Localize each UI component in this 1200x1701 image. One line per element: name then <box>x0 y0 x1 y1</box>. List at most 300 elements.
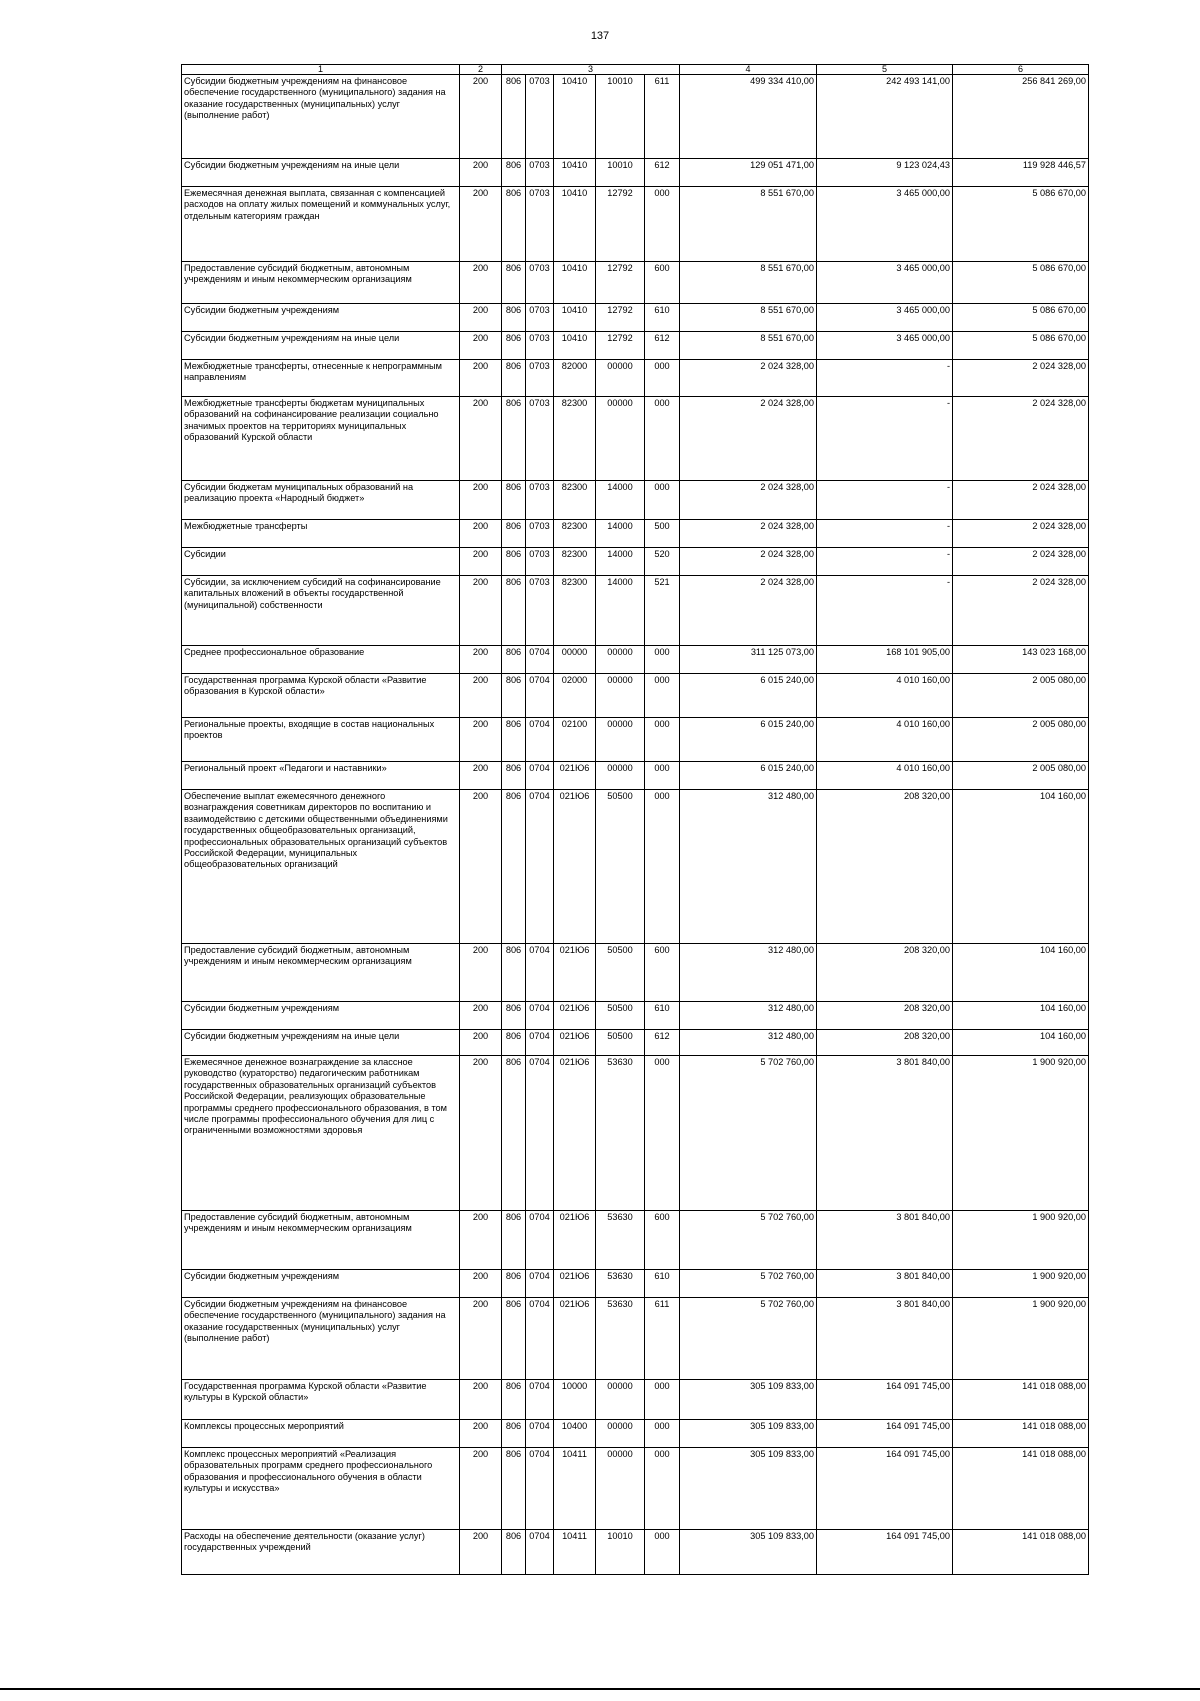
row-amount-5: 3 801 840,00 <box>817 1298 953 1380</box>
row-direction-code: 53630 <box>596 1270 645 1298</box>
row-amount-4: 2 024 328,00 <box>680 520 817 548</box>
row-section-code: 0704 <box>526 790 554 944</box>
row-amount-4: 5 702 760,00 <box>680 1056 817 1211</box>
row-amount-4: 2 024 328,00 <box>680 481 817 520</box>
row-ved-code: 806 <box>502 481 526 520</box>
row-amount-6: 2 024 328,00 <box>953 520 1089 548</box>
row-ved-code: 806 <box>502 1298 526 1380</box>
row-section-code: 0704 <box>526 646 554 674</box>
row-target-code: 021Ю6 <box>554 1002 596 1030</box>
row-name: Субсидии бюджетным учреждениям <box>182 304 460 332</box>
row-ved-code: 806 <box>502 1380 526 1420</box>
row-col2: 200 <box>460 520 502 548</box>
row-col2: 200 <box>460 187 502 262</box>
row-amount-4: 5 702 760,00 <box>680 1298 817 1380</box>
row-direction-code: 50500 <box>596 1002 645 1030</box>
row-amount-5: 164 091 745,00 <box>817 1530 953 1575</box>
row-amount-5: - <box>817 397 953 481</box>
row-direction-code: 12792 <box>596 332 645 360</box>
row-section-code: 0703 <box>526 576 554 646</box>
table-row <box>182 332 1089 360</box>
row-name: Субсидии бюджетным учреждениям на финансовое обеспечение государственного (муниципального) задания на оказание государственных (муниципальных) услуг (выполнение работ) <box>182 1298 460 1380</box>
table-row <box>182 1420 1089 1448</box>
row-ved-code: 806 <box>502 1211 526 1270</box>
row-ved-code: 806 <box>502 1270 526 1298</box>
row-target-code: 10410 <box>554 332 596 360</box>
row-amount-4: 312 480,00 <box>680 944 817 1002</box>
row-col2: 200 <box>460 646 502 674</box>
row-ved-code: 806 <box>502 790 526 944</box>
row-amount-6: 1 900 920,00 <box>953 1211 1089 1270</box>
row-section-code: 0703 <box>526 548 554 576</box>
table-row <box>182 187 1089 262</box>
row-amount-5: 3 465 000,00 <box>817 187 953 262</box>
row-expense-type: 000 <box>645 360 680 397</box>
row-ved-code: 806 <box>502 944 526 1002</box>
row-col2: 200 <box>460 576 502 646</box>
row-direction-code: 00000 <box>596 646 645 674</box>
row-target-code: 82300 <box>554 481 596 520</box>
row-amount-6: 2 024 328,00 <box>953 576 1089 646</box>
row-target-code: 82300 <box>554 576 596 646</box>
row-amount-5: 4 010 160,00 <box>817 718 953 762</box>
row-target-code: 82300 <box>554 548 596 576</box>
row-amount-4: 8 551 670,00 <box>680 304 817 332</box>
row-col2: 200 <box>460 1380 502 1420</box>
row-section-code: 0704 <box>526 1002 554 1030</box>
row-section-code: 0703 <box>526 481 554 520</box>
row-direction-code: 53630 <box>596 1056 645 1211</box>
table-row <box>182 1270 1089 1298</box>
row-col2: 200 <box>460 481 502 520</box>
row-target-code: 021Ю6 <box>554 762 596 790</box>
table-row <box>182 304 1089 332</box>
row-col2: 200 <box>460 1270 502 1298</box>
row-expense-type: 611 <box>645 75 680 159</box>
row-direction-code: 50500 <box>596 1030 645 1056</box>
row-expense-type: 000 <box>645 674 680 718</box>
row-ved-code: 806 <box>502 360 526 397</box>
row-target-code: 021Ю6 <box>554 1298 596 1380</box>
row-amount-5: 208 320,00 <box>817 790 953 944</box>
row-section-code: 0703 <box>526 332 554 360</box>
row-expense-type: 612 <box>645 332 680 360</box>
row-name: Обеспечение выплат ежемесячного денежного вознаграждения советникам директоров по воспитанию и взаимодействию с детскими общественными объединениями государственных общеобразовательных организаций, профессиональных образовательных организаций субъектов Российской Федерации, муниципальных общеобразовательных организаций <box>182 790 460 944</box>
row-amount-5: 208 320,00 <box>817 1030 953 1056</box>
header-col-2: 2 <box>460 65 502 75</box>
table-row <box>182 1530 1089 1575</box>
row-target-code: 10410 <box>554 159 596 187</box>
row-section-code: 0704 <box>526 1056 554 1211</box>
row-expense-type: 000 <box>645 481 680 520</box>
table-row <box>182 262 1089 304</box>
row-amount-6: 141 018 088,00 <box>953 1420 1089 1448</box>
row-amount-4: 305 109 833,00 <box>680 1448 817 1530</box>
row-direction-code: 14000 <box>596 481 645 520</box>
row-name: Региональные проекты, входящие в состав национальных проектов <box>182 718 460 762</box>
row-amount-5: 3 801 840,00 <box>817 1270 953 1298</box>
table-row <box>182 1380 1089 1420</box>
row-amount-5: - <box>817 576 953 646</box>
row-target-code: 82000 <box>554 360 596 397</box>
row-ved-code: 806 <box>502 187 526 262</box>
row-amount-5: 164 091 745,00 <box>817 1380 953 1420</box>
row-ved-code: 806 <box>502 718 526 762</box>
row-expense-type: 500 <box>645 520 680 548</box>
row-amount-5: 9 123 024,43 <box>817 159 953 187</box>
row-col2: 200 <box>460 262 502 304</box>
row-amount-6: 2 024 328,00 <box>953 548 1089 576</box>
row-name: Межбюджетные трансферты, отнесенные к непрограммным направлениям <box>182 360 460 397</box>
row-name: Предоставление субсидий бюджетным, автономным учреждениям и иным некоммерческим организациям <box>182 1211 460 1270</box>
row-amount-4: 8 551 670,00 <box>680 262 817 304</box>
row-expense-type: 000 <box>645 397 680 481</box>
row-col2: 200 <box>460 718 502 762</box>
row-target-code: 10410 <box>554 262 596 304</box>
row-name: Региональный проект «Педагоги и наставники» <box>182 762 460 790</box>
row-target-code: 021Ю6 <box>554 1211 596 1270</box>
row-name: Субсидии бюджетным учреждениям на иные цели <box>182 332 460 360</box>
table-row <box>182 762 1089 790</box>
row-amount-4: 8 551 670,00 <box>680 332 817 360</box>
row-amount-4: 305 109 833,00 <box>680 1420 817 1448</box>
row-ved-code: 806 <box>502 75 526 159</box>
row-target-code: 02000 <box>554 674 596 718</box>
row-section-code: 0704 <box>526 1420 554 1448</box>
row-direction-code: 10010 <box>596 75 645 159</box>
row-amount-6: 104 160,00 <box>953 1002 1089 1030</box>
row-direction-code: 12792 <box>596 187 645 262</box>
row-amount-5: 164 091 745,00 <box>817 1448 953 1530</box>
row-col2: 200 <box>460 1530 502 1575</box>
page-bottom-border <box>0 1688 1200 1690</box>
row-target-code: 82300 <box>554 520 596 548</box>
table-row <box>182 397 1089 481</box>
table-row <box>182 646 1089 674</box>
row-ved-code: 806 <box>502 646 526 674</box>
row-amount-4: 2 024 328,00 <box>680 576 817 646</box>
header-col-6: 6 <box>953 65 1089 75</box>
row-section-code: 0703 <box>526 75 554 159</box>
row-direction-code: 00000 <box>596 674 645 718</box>
row-direction-code: 12792 <box>596 304 645 332</box>
row-section-code: 0704 <box>526 1211 554 1270</box>
header-col-4: 4 <box>680 65 817 75</box>
row-target-code: 10000 <box>554 1380 596 1420</box>
row-name: Предоставление субсидий бюджетным, автономным учреждениям и иным некоммерческим организациям <box>182 944 460 1002</box>
row-amount-6: 2 005 080,00 <box>953 718 1089 762</box>
row-col2: 200 <box>460 304 502 332</box>
row-name: Ежемесячное денежное вознаграждение за классное руководство (кураторство) педагогическим работникам государственных образовательных организаций субъектов Российской Федерации, реализующих образовательные программы среднего профессионального образования, в том числе программы профессионального обучения для лиц с ограниченными возможностями здоровья <box>182 1056 460 1211</box>
row-ved-code: 806 <box>502 674 526 718</box>
row-target-code: 10410 <box>554 187 596 262</box>
row-amount-4: 312 480,00 <box>680 1030 817 1056</box>
row-amount-4: 129 051 471,00 <box>680 159 817 187</box>
row-expense-type: 000 <box>645 1530 680 1575</box>
row-direction-code: 14000 <box>596 576 645 646</box>
row-ved-code: 806 <box>502 762 526 790</box>
row-name: Комплексы процессных мероприятий <box>182 1420 460 1448</box>
row-amount-6: 141 018 088,00 <box>953 1380 1089 1420</box>
row-expense-type: 000 <box>645 1380 680 1420</box>
row-amount-5: - <box>817 360 953 397</box>
row-amount-4: 311 125 073,00 <box>680 646 817 674</box>
row-col2: 200 <box>460 762 502 790</box>
table-row <box>182 1030 1089 1056</box>
table-row <box>182 548 1089 576</box>
row-target-code: 021Ю6 <box>554 790 596 944</box>
row-col2: 200 <box>460 332 502 360</box>
row-amount-6: 2 005 080,00 <box>953 674 1089 718</box>
row-expense-type: 000 <box>645 1420 680 1448</box>
row-name: Ежемесячная денежная выплата, связанная с компенсацией расходов на оплату жилых помещений и коммунальных услуг, отдельным категориям граждан <box>182 187 460 262</box>
row-amount-5: 208 320,00 <box>817 944 953 1002</box>
row-amount-6: 2 024 328,00 <box>953 360 1089 397</box>
row-ved-code: 806 <box>502 520 526 548</box>
row-ved-code: 806 <box>502 576 526 646</box>
table-row <box>182 718 1089 762</box>
row-expense-type: 610 <box>645 1002 680 1030</box>
row-direction-code: 00000 <box>596 360 645 397</box>
row-direction-code: 12792 <box>596 262 645 304</box>
row-ved-code: 806 <box>502 1056 526 1211</box>
row-section-code: 0704 <box>526 1448 554 1530</box>
row-amount-5: 3 465 000,00 <box>817 332 953 360</box>
row-direction-code: 00000 <box>596 718 645 762</box>
row-target-code: 10410 <box>554 75 596 159</box>
row-ved-code: 806 <box>502 159 526 187</box>
row-ved-code: 806 <box>502 304 526 332</box>
row-section-code: 0703 <box>526 360 554 397</box>
row-section-code: 0704 <box>526 674 554 718</box>
row-name: Государственная программа Курской области «Развитие культуры в Курской области» <box>182 1380 460 1420</box>
row-col2: 200 <box>460 1030 502 1056</box>
row-section-code: 0703 <box>526 397 554 481</box>
row-section-code: 0704 <box>526 1298 554 1380</box>
row-amount-6: 5 086 670,00 <box>953 262 1089 304</box>
row-col2: 200 <box>460 397 502 481</box>
row-ved-code: 806 <box>502 332 526 360</box>
table-row <box>182 674 1089 718</box>
table-row <box>182 1056 1089 1211</box>
row-name: Комплекс процессных мероприятий «Реализация образовательных программ среднего профессионального образования и профессионального обучения в области культуры и искусства» <box>182 1448 460 1530</box>
row-name: Межбюджетные трансферты бюджетам муниципальных образований на софинансирование реализации социально значимых проектов на территориях муниципальных образований Курской области <box>182 397 460 481</box>
header-col-1: 1 <box>182 65 460 75</box>
table-row <box>182 1211 1089 1270</box>
row-ved-code: 806 <box>502 548 526 576</box>
row-target-code: 10410 <box>554 304 596 332</box>
table-row <box>182 481 1089 520</box>
row-target-code: 00000 <box>554 646 596 674</box>
row-amount-6: 5 086 670,00 <box>953 187 1089 262</box>
row-ved-code: 806 <box>502 1030 526 1056</box>
row-amount-4: 5 702 760,00 <box>680 1211 817 1270</box>
row-col2: 200 <box>460 1211 502 1270</box>
row-direction-code: 50500 <box>596 790 645 944</box>
row-amount-6: 5 086 670,00 <box>953 304 1089 332</box>
budget-table <box>181 64 1089 1575</box>
row-amount-6: 141 018 088,00 <box>953 1448 1089 1530</box>
row-direction-code: 00000 <box>596 1380 645 1420</box>
row-section-code: 0703 <box>526 304 554 332</box>
row-expense-type: 521 <box>645 576 680 646</box>
row-direction-code: 00000 <box>596 1448 645 1530</box>
row-amount-6: 104 160,00 <box>953 944 1089 1002</box>
row-amount-5: 3 465 000,00 <box>817 262 953 304</box>
row-section-code: 0704 <box>526 1530 554 1575</box>
row-amount-4: 6 015 240,00 <box>680 674 817 718</box>
row-col2: 200 <box>460 790 502 944</box>
row-name: Субсидии бюджетным учреждениям на иные цели <box>182 159 460 187</box>
header-col-3: 3 <box>502 65 680 75</box>
table-row <box>182 360 1089 397</box>
row-amount-5: - <box>817 520 953 548</box>
row-amount-5: 3 465 000,00 <box>817 304 953 332</box>
row-section-code: 0703 <box>526 159 554 187</box>
row-amount-6: 1 900 920,00 <box>953 1298 1089 1380</box>
row-name: Субсидии бюджетным учреждениям <box>182 1270 460 1298</box>
row-col2: 200 <box>460 1420 502 1448</box>
row-name: Субсидии бюджетным учреждениям на финансовое обеспечение государственного (муниципального) задания на оказание государственных (муниципальных) услуг (выполнение работ) <box>182 75 460 159</box>
row-amount-4: 312 480,00 <box>680 1002 817 1030</box>
row-direction-code: 14000 <box>596 520 645 548</box>
row-expense-type: 610 <box>645 304 680 332</box>
row-ved-code: 806 <box>502 1002 526 1030</box>
row-amount-6: 2 024 328,00 <box>953 397 1089 481</box>
row-amount-4: 2 024 328,00 <box>680 397 817 481</box>
header-row <box>182 65 1089 75</box>
row-direction-code: 50500 <box>596 944 645 1002</box>
row-amount-6: 143 023 168,00 <box>953 646 1089 674</box>
row-name: Субсидии <box>182 548 460 576</box>
row-target-code: 021Ю6 <box>554 944 596 1002</box>
row-expense-type: 611 <box>645 1298 680 1380</box>
row-direction-code: 00000 <box>596 762 645 790</box>
row-section-code: 0704 <box>526 762 554 790</box>
row-name: Предоставление субсидий бюджетным, автономным учреждениям и иным некоммерческим организациям <box>182 262 460 304</box>
row-name: Субсидии бюджетным учреждениям <box>182 1002 460 1030</box>
table-row <box>182 1448 1089 1530</box>
row-section-code: 0704 <box>526 1030 554 1056</box>
row-amount-5: - <box>817 548 953 576</box>
table-row <box>182 75 1089 159</box>
row-target-code: 10400 <box>554 1420 596 1448</box>
row-expense-type: 612 <box>645 1030 680 1056</box>
row-ved-code: 806 <box>502 397 526 481</box>
row-ved-code: 806 <box>502 262 526 304</box>
row-col2: 200 <box>460 1002 502 1030</box>
row-amount-5: 4 010 160,00 <box>817 674 953 718</box>
row-name: Субсидии, за исключением субсидий на софинансирование капитальных вложений в объекты государственной (муниципальной) собственности <box>182 576 460 646</box>
row-col2: 200 <box>460 159 502 187</box>
row-target-code: 02100 <box>554 718 596 762</box>
row-amount-5: - <box>817 481 953 520</box>
row-section-code: 0704 <box>526 718 554 762</box>
row-amount-4: 312 480,00 <box>680 790 817 944</box>
row-col2: 200 <box>460 548 502 576</box>
row-amount-6: 5 086 670,00 <box>953 332 1089 360</box>
row-expense-type: 612 <box>645 159 680 187</box>
row-amount-4: 8 551 670,00 <box>680 187 817 262</box>
row-amount-6: 104 160,00 <box>953 790 1089 944</box>
row-amount-4: 2 024 328,00 <box>680 548 817 576</box>
row-expense-type: 600 <box>645 262 680 304</box>
table-row <box>182 944 1089 1002</box>
row-amount-5: 208 320,00 <box>817 1002 953 1030</box>
table-row <box>182 520 1089 548</box>
row-target-code: 021Ю6 <box>554 1056 596 1211</box>
row-amount-5: 242 493 141,00 <box>817 75 953 159</box>
table-row <box>182 790 1089 944</box>
row-direction-code: 53630 <box>596 1211 645 1270</box>
row-section-code: 0704 <box>526 1380 554 1420</box>
row-col2: 200 <box>460 1448 502 1530</box>
table-row <box>182 1298 1089 1380</box>
row-target-code: 10411 <box>554 1530 596 1575</box>
row-section-code: 0703 <box>526 187 554 262</box>
row-amount-4: 2 024 328,00 <box>680 360 817 397</box>
row-expense-type: 000 <box>645 187 680 262</box>
row-expense-type: 600 <box>645 1211 680 1270</box>
row-name: Межбюджетные трансферты <box>182 520 460 548</box>
row-amount-4: 5 702 760,00 <box>680 1270 817 1298</box>
row-amount-6: 141 018 088,00 <box>953 1530 1089 1575</box>
row-col2: 200 <box>460 1298 502 1380</box>
page-number: 137 <box>590 30 610 42</box>
row-target-code: 021Ю6 <box>554 1270 596 1298</box>
row-expense-type: 000 <box>645 646 680 674</box>
row-expense-type: 000 <box>645 1448 680 1530</box>
row-section-code: 0704 <box>526 1270 554 1298</box>
row-direction-code: 00000 <box>596 1420 645 1448</box>
row-target-code: 10411 <box>554 1448 596 1530</box>
row-amount-4: 6 015 240,00 <box>680 762 817 790</box>
row-col2: 200 <box>460 1056 502 1211</box>
row-name: Среднее профессиональное образование <box>182 646 460 674</box>
row-amount-6: 119 928 446,57 <box>953 159 1089 187</box>
table-row <box>182 159 1089 187</box>
table-row <box>182 1002 1089 1030</box>
row-col2: 200 <box>460 674 502 718</box>
row-amount-4: 305 109 833,00 <box>680 1380 817 1420</box>
row-amount-5: 3 801 840,00 <box>817 1211 953 1270</box>
row-name: Расходы на обеспечение деятельности (оказание услуг) государственных учреждений <box>182 1530 460 1575</box>
row-target-code: 82300 <box>554 397 596 481</box>
row-ved-code: 806 <box>502 1448 526 1530</box>
row-direction-code: 10010 <box>596 1530 645 1575</box>
row-amount-6: 2 005 080,00 <box>953 762 1089 790</box>
row-expense-type: 000 <box>645 1056 680 1211</box>
row-ved-code: 806 <box>502 1530 526 1575</box>
row-name: Субсидии бюджетам муниципальных образований на реализацию проекта «Народный бюджет» <box>182 481 460 520</box>
row-direction-code: 53630 <box>596 1298 645 1380</box>
row-target-code: 021Ю6 <box>554 1030 596 1056</box>
row-amount-5: 168 101 905,00 <box>817 646 953 674</box>
row-amount-5: 4 010 160,00 <box>817 762 953 790</box>
row-col2: 200 <box>460 944 502 1002</box>
row-col2: 200 <box>460 360 502 397</box>
row-section-code: 0703 <box>526 520 554 548</box>
row-section-code: 0704 <box>526 944 554 1002</box>
row-name: Субсидии бюджетным учреждениям на иные цели <box>182 1030 460 1056</box>
row-amount-6: 1 900 920,00 <box>953 1056 1089 1211</box>
row-amount-5: 3 801 840,00 <box>817 1056 953 1211</box>
row-section-code: 0703 <box>526 262 554 304</box>
row-expense-type: 000 <box>645 790 680 944</box>
row-amount-6: 104 160,00 <box>953 1030 1089 1056</box>
header-col-5: 5 <box>817 65 953 75</box>
row-amount-5: 164 091 745,00 <box>817 1420 953 1448</box>
